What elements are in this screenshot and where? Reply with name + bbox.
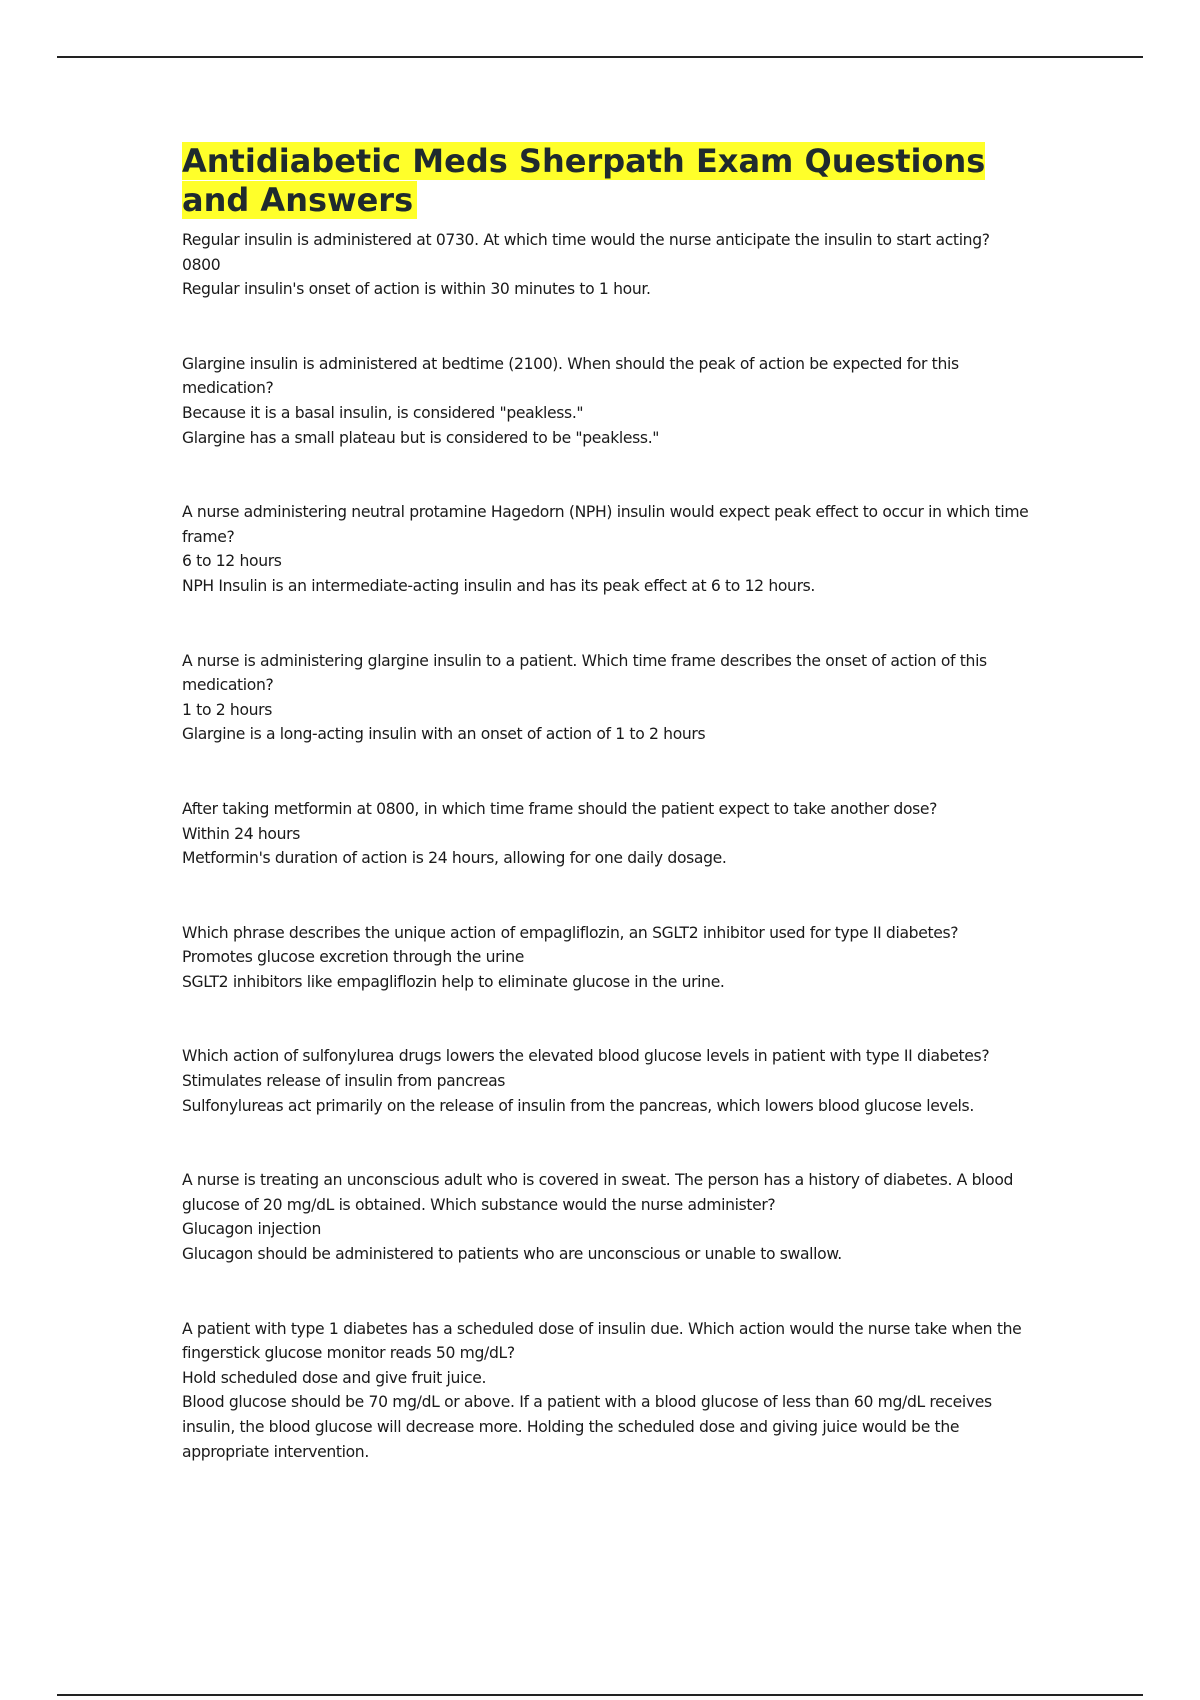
answer-text: 1 to 2 hours: [182, 700, 273, 719]
question-text: A nurse is treating an unconscious adult who is covered in sweat. The person has a history of diabetes. A blood glucose of 20 mg/dL is obtained. Which substance would the nurse administer?: [182, 1171, 1014, 1214]
qa-item-2: [182, 352, 1032, 450]
answer-text: 0800: [182, 255, 221, 274]
answer-text: Within 24 hours: [182, 824, 300, 843]
document-title-highlight: Antidiabetic Meds Sherpath Exam Questions and Answers: [182, 142, 986, 219]
question-text: A nurse is administering glargine insulin to a patient. Which time frame describes the onset of action of this medication?: [182, 651, 987, 695]
footer-rule: [57, 1694, 1143, 1696]
question-text: A nurse administering neutral protamine Hagedorn (NPH) insulin would expect peak effect to occur in which time frame?: [182, 503, 1029, 546]
rationale-text: Glucagon should be administered to patients who are unconscious or unable to swallow.: [182, 1245, 842, 1264]
answer-text: Because it is a basal insulin, is considered "peakless.": [182, 403, 584, 422]
qa-item-8: [182, 1168, 1032, 1266]
answer-text: 6 to 12 hours: [182, 552, 282, 571]
answer-text: Hold scheduled dose and give fruit juice.: [182, 1368, 487, 1387]
qa-item-5: [182, 797, 1032, 871]
qa-item-6: [182, 921, 1032, 995]
question-text: A patient with type 1 diabetes has a scheduled dose of insulin due. Which action would the nurse take when the fingerstick glucose monitor reads 50 mg/dL?: [182, 1319, 1022, 1363]
rationale-text: Regular insulin's onset of action is within 30 minutes to 1 hour.: [182, 280, 651, 299]
rationale-text: SGLT2 inhibitors like empagliflozin help to eliminate glucose in the urine.: [182, 972, 725, 991]
rationale-text: Metformin's duration of action is 24 hours, allowing for one daily dosage.: [182, 849, 727, 868]
question-text: Regular insulin is administered at 0730. At which time would the nurse anticipate the insulin to start acting?: [182, 231, 990, 249]
rationale-text: Blood glucose should be 70 mg/dL or above. If a patient with a blood glucose of less than 60 mg/dL receives insulin, the blood glucose will decrease more. Holding the scheduled dose and giving juice would be the appropriate intervention.: [182, 1393, 992, 1461]
answer-text: Glucagon injection: [182, 1220, 321, 1239]
header-rule: [57, 56, 1143, 58]
document-title: [182, 142, 1032, 220]
answer-text: Promotes glucose excretion through the urine: [182, 948, 524, 967]
rationale-text: Sulfonylureas act primarily on the release of insulin from the pancreas, which lowers blood glucose levels.: [182, 1096, 974, 1115]
question-text: Which action of sulfonylurea drugs lowers the elevated blood glucose levels in patient with type II diabetes?: [182, 1047, 990, 1066]
rationale-text: NPH Insulin is an intermediate-acting insulin and has its peak effect at 6 to 12 hours.: [182, 576, 816, 595]
rationale-text: Glargine has a small plateau but is considered to be "peakless.": [182, 428, 660, 447]
question-text: After taking metformin at 0800, in which time frame should the patient expect to take another dose?: [182, 799, 938, 818]
qa-item-9: [182, 1317, 1032, 1465]
answer-text: Stimulates release of insulin from pancreas: [182, 1072, 506, 1091]
rationale-text: Glargine is a long-acting insulin with an onset of action of 1 to 2 hours: [182, 725, 706, 744]
qa-item-3: [182, 500, 1032, 598]
qa-item-1: [182, 228, 1032, 302]
document-body: [182, 142, 1032, 1514]
question-text: Glargine insulin is administered at bedtime (2100). When should the peak of action be expected for this medication?: [182, 354, 959, 398]
question-text: Which phrase describes the unique action of empagliflozin, an SGLT2 inhibitor used for type II diabetes?: [182, 923, 959, 942]
qa-item-7: [182, 1044, 1032, 1118]
qa-item-4: [182, 649, 1032, 747]
